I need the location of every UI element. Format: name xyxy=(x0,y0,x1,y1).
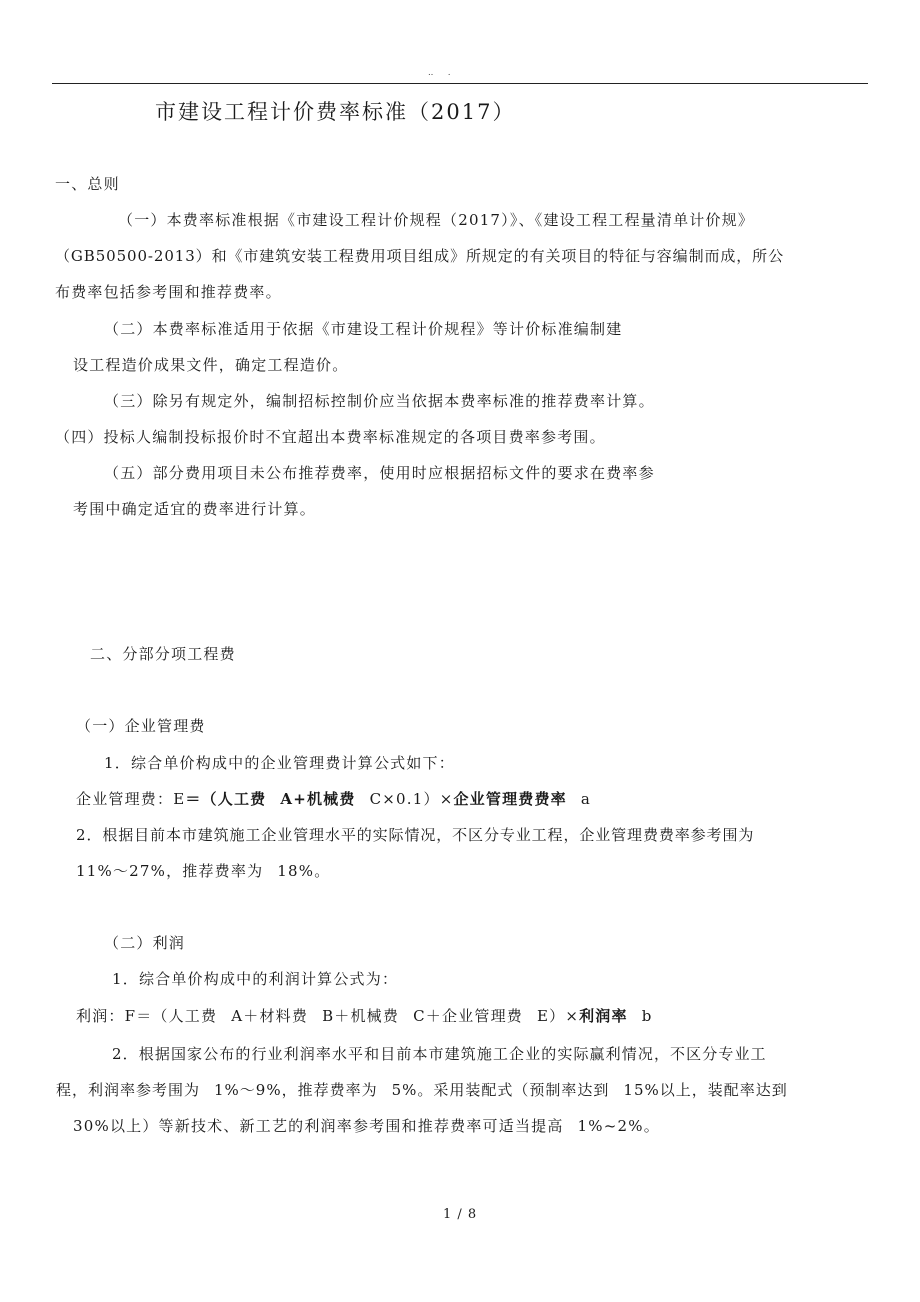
header-rule xyxy=(52,83,868,84)
sub1-item2-line2 xyxy=(76,860,330,881)
sub2-heading: （二）利润 xyxy=(104,934,186,952)
header-mark: ‥ . xyxy=(428,68,457,77)
section1-p3: （三）除另有规定外，编制招标控制价应当依据本费率标准的推荐费率计算。 xyxy=(104,392,655,410)
sub2-item2-line2c: 5%。采用装配式（预制率达到 xyxy=(391,1081,610,1099)
section1-p1-line1: （一）本费率标准根据《市建设工程计价规程（2017）》、《建设工程工程量清单计价规》 xyxy=(118,211,755,229)
sub1-formula-part3: C×0.1）× xyxy=(369,790,454,808)
sub1-item1: 1．综合单价构成中的企业管理费计算公式如下： xyxy=(104,754,455,772)
section2-heading: 二、分部分项工程费 xyxy=(90,645,236,663)
sub1-formula-prefix: 企业管理费：E xyxy=(76,790,186,808)
sub2-formula-part4: C＋企业管理费 xyxy=(413,1007,523,1025)
sub2-item2-line2d: 15%以上，装配率达到 xyxy=(623,1081,788,1099)
section1-p5-line1: （五）部分费用项目未公布推荐费率，使用时应根据招标文件的要求在费率参 xyxy=(104,464,655,482)
section1-p1-line3: 布费率包括参考围和推荐费率。 xyxy=(55,283,282,301)
sub1-formula-var: a xyxy=(580,790,592,808)
section1-p1-line2: （GB50500-2013）和《市建筑安装工程费用项目组成》所规定的有关项目的特征与容编制而成，所公 xyxy=(55,247,784,265)
sub2-item2-line3a: 30%以上）等新技术、新工艺的利润率参考围和推荐费率可适当提高 xyxy=(73,1117,564,1135)
sub2-formula-part3: B＋机械费 xyxy=(322,1007,400,1025)
sub2-formula xyxy=(76,1005,653,1026)
section1-p4: （四）投标人编制投标报价时不宜超出本费率标准规定的各项目费率参考围。 xyxy=(55,428,606,446)
sub2-item2-line1: 2．根据国家公布的行业利润率水平和目前本市建筑施工企业的实际赢利情况，不区分专业工 xyxy=(112,1045,767,1063)
sub2-item2-line3 xyxy=(73,1115,660,1136)
sub2-formula-part1: 利润：F＝（人工费 xyxy=(76,1007,218,1025)
section1-p2-line1: （二）本费率标准适用于依据《市建设工程计价规程》等计价标准编制建 xyxy=(104,320,623,338)
section1-p2-line2: 设工程造价成果文件，确定工程造价。 xyxy=(73,356,349,374)
sub2-item1: 1．综合单价构成中的利润计算公式为： xyxy=(112,970,399,988)
page-number: 1 / 8 xyxy=(443,1207,478,1222)
sub2-item2-line2a: 程，利润率参考围为 xyxy=(56,1081,201,1099)
sub1-formula-bold3: 企业管理费费率 xyxy=(453,790,567,808)
section1-p5-line2: 考围中确定适宜的费率进行计算。 xyxy=(73,500,317,518)
sub2-item2-line2b: 1%～9%，推荐费率为 xyxy=(214,1081,378,1099)
sub2-formula-bold: 利润率 xyxy=(579,1007,628,1025)
sub2-formula-part5: E）× xyxy=(536,1007,580,1025)
sub2-formula-part2: A＋材料费 xyxy=(231,1007,309,1025)
sub1-formula-bold2: A+机械费 xyxy=(280,790,356,808)
section1-heading: 一、总则 xyxy=(55,175,120,193)
sub2-item2-line3b: 1%~2%。 xyxy=(577,1117,660,1135)
sub1-item2-line1: 2．根据目前本市建筑施工企业管理水平的实际情况，不区分专业工程，企业管理费费率参考围为 xyxy=(76,826,755,844)
sub2-formula-var: b xyxy=(641,1007,653,1025)
sub1-item2-line2a: 11%～27%，推荐费率为 xyxy=(76,862,264,880)
sub1-formula xyxy=(76,788,591,809)
sub1-heading: （一）企业管理费 xyxy=(76,717,206,735)
document-title: 市建设工程计价费率标准（2017） xyxy=(155,100,516,124)
sub1-formula-bold1: ＝（人工费 xyxy=(185,790,267,808)
sub2-item2-line2 xyxy=(56,1079,788,1100)
sub1-item2-line2b: 18%。 xyxy=(277,862,331,880)
